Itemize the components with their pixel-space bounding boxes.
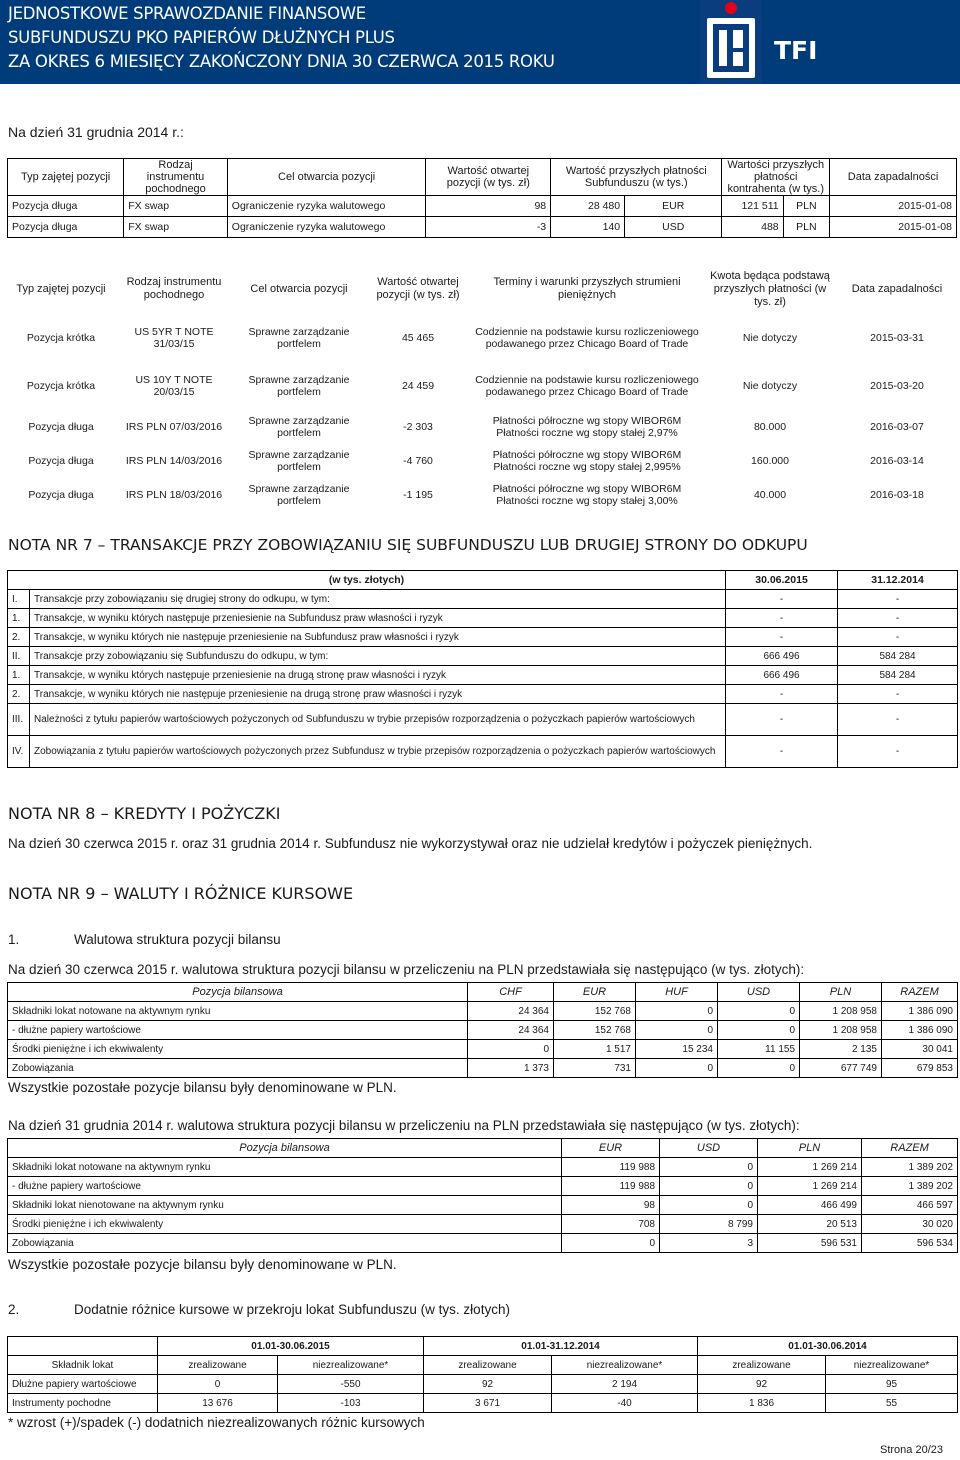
- header-cell: zrealizowane: [158, 1356, 278, 1375]
- cell: Pozycja długa: [28, 421, 94, 433]
- cell: USD: [625, 217, 722, 238]
- table-row: [8, 1040, 958, 1059]
- cell: -4 760: [403, 455, 433, 467]
- header-cell: zrealizowane: [424, 1356, 552, 1375]
- cell: 1 208 958: [800, 1021, 882, 1040]
- cell: 119 988: [562, 1177, 660, 1196]
- cell: 80.000: [753, 421, 787, 433]
- table-row: [8, 1002, 958, 1021]
- cell: 0: [718, 1059, 800, 1078]
- swap-table: [7, 158, 957, 238]
- period-header: 01.01-30.06.2015: [158, 1337, 424, 1356]
- cell: -: [726, 736, 838, 768]
- cell: -: [838, 628, 958, 647]
- cell: 3: [660, 1234, 758, 1253]
- cell: 2.: [8, 628, 30, 647]
- header-cell: niezrealizowane*: [278, 1356, 424, 1375]
- cell: -: [838, 590, 958, 609]
- cell: 2016-03-18: [870, 489, 924, 501]
- cell: 0: [660, 1177, 758, 1196]
- cell: 121 511: [722, 196, 783, 217]
- header-cell: CHF: [468, 983, 554, 1002]
- cell: 2016-03-14: [870, 455, 924, 467]
- cell: 11 155: [718, 1040, 800, 1059]
- table-row: [7, 314, 957, 362]
- cell: Sprawne zarządzanie portfelem: [248, 449, 350, 473]
- cell: Płatności półroczne wg stopy WIBOR6M Płatności roczne wg stopy stałej 2,97%: [492, 415, 682, 439]
- cell: 0: [468, 1040, 554, 1059]
- cell: Nie dotyczy: [742, 332, 798, 344]
- cell: 2015-01-08: [830, 217, 957, 238]
- note9-title: NOTA NR 9 – WALUTY I RÓŻNICE KURSOWE: [8, 884, 354, 903]
- cell: 2.: [8, 685, 30, 704]
- cell: 13 676: [158, 1394, 278, 1413]
- cell: 2015-01-08: [830, 196, 957, 217]
- header-cell: Kwota będąca podstawą przyszłych płatności (w tys. zł): [710, 269, 830, 308]
- cell: 0: [636, 1002, 718, 1021]
- cell: Pozycja długa: [28, 455, 94, 467]
- cell: 1 389 202: [862, 1158, 958, 1177]
- cell: Środki pieniężne i ich ekwiwalenty: [8, 1215, 562, 1234]
- pko-logo-icon: [700, 0, 762, 84]
- header-cell: PLN: [758, 1139, 862, 1158]
- table-row: [8, 1158, 958, 1177]
- header-cell: Wartość otwartej pozycji (w tys. zł): [376, 276, 460, 301]
- cell: 0: [636, 1059, 718, 1078]
- header-cell: Rodzaj instrumentu pochodnego: [126, 276, 222, 301]
- cell: Codziennie na podstawie kursu rozliczeniowego podawanego przez Chicago Board of Trade: [475, 374, 699, 398]
- cell: 152 768: [554, 1002, 636, 1021]
- header-title-line1: JEDNOSTKOWE SPRAWOZDANIE FINANSOWE: [8, 4, 366, 23]
- derivatives-table: [7, 264, 957, 512]
- cell: 95: [826, 1375, 958, 1394]
- cell: Zobowiązania: [8, 1059, 468, 1078]
- cell: II.: [8, 647, 30, 666]
- cell: 1 386 090: [882, 1021, 958, 1040]
- cell: Ograniczenie ryzyka walutowego: [227, 217, 426, 238]
- page-header: [0, 0, 960, 84]
- header-cell: RAZEM: [882, 983, 958, 1002]
- header-cell: Typ zajętej pozycji: [8, 159, 124, 196]
- cell: 0: [660, 1196, 758, 1215]
- cell: 2 194: [552, 1375, 698, 1394]
- header-cell: Wartość przyszłych płatności Subfunduszu (w tys.): [551, 159, 722, 196]
- cell: 92: [424, 1375, 552, 1394]
- footnote-2014: Wszystkie pozostałe pozycje bilansu były denominowane w PLN.: [8, 1257, 397, 1272]
- fx-structure-2015-table: [7, 982, 958, 1078]
- cell: 55: [826, 1394, 958, 1413]
- footnote-2015: Wszystkie pozostałe pozycje bilansu były denominowane w PLN.: [8, 1080, 397, 1095]
- cell: 20 513: [758, 1215, 862, 1234]
- table-row: [8, 1021, 958, 1040]
- cell: -2 303: [403, 421, 433, 433]
- header-cell: RAZEM: [862, 1139, 958, 1158]
- cell: -: [726, 590, 838, 609]
- cell: 466 597: [862, 1196, 958, 1215]
- table-row: [8, 1059, 958, 1078]
- fx-footnote: * wzrost (+)/spadek (-) dodatnich niezrealizowanych różnic kursowych: [8, 1415, 425, 1430]
- cell: -1 195: [403, 489, 433, 501]
- cell: Ograniczenie ryzyka walutowego: [227, 196, 426, 217]
- cell: 8 799: [660, 1215, 758, 1234]
- table-row: [8, 1234, 958, 1253]
- header-cell: Pozycja bilansowa: [8, 1139, 562, 1158]
- cell: 152 768: [554, 1021, 636, 1040]
- cell: Składniki lokat notowane na aktywnym rynku: [8, 1158, 562, 1177]
- cell: Dłużne papiery wartościowe: [8, 1375, 158, 1394]
- cell: 1 208 958: [800, 1002, 882, 1021]
- cell: Zobowiązania z tytułu papierów wartościowych pożyczonych przez Subfundusz w trybie przepisów rozporządzenia o pożyczkach papierów wartościowych: [30, 736, 726, 768]
- header-cell: 31.12.2014: [838, 571, 958, 590]
- cell: 2016-03-07: [870, 421, 924, 433]
- section-number: 2.: [8, 1302, 20, 1317]
- header-cell: Wartości przyszłych płatności kontrahenta (w tys.): [722, 159, 830, 196]
- table-row: [7, 410, 957, 444]
- cell: 1 373: [468, 1059, 554, 1078]
- cell: 0: [718, 1002, 800, 1021]
- cell: Codziennie na podstawie kursu rozliczeniowego podawanego przez Chicago Board of Trade: [475, 326, 699, 350]
- intro-text-2015: Na dzień 30 czerwca 2015 r. walutowa struktura pozycji bilansu w przeliczeniu na PLN przedstawiała się następująco (w tys. złotych):: [8, 962, 805, 977]
- cell: 1.: [8, 609, 30, 628]
- cell: 1.: [8, 666, 30, 685]
- cell: Transakcje, w wyniku których nie następuje przeniesienie na drugą stronę praw własności i ryzyk: [30, 685, 726, 704]
- header-cell: Składnik lokat: [8, 1356, 158, 1375]
- table-row: [8, 1177, 958, 1196]
- cell: 40.000: [753, 489, 787, 501]
- cell: EUR: [625, 196, 722, 217]
- cell: 0: [562, 1234, 660, 1253]
- header-cell: EUR: [562, 1139, 660, 1158]
- header-cell: EUR: [554, 983, 636, 1002]
- brand-label: TFI: [774, 36, 818, 65]
- header-cell: niezrealizowane*: [826, 1356, 958, 1375]
- cell: FX swap: [124, 196, 228, 217]
- header-cell: 30.06.2015: [726, 571, 838, 590]
- cell: Środki pieniężne i ich ekwiwalenty: [8, 1040, 468, 1059]
- cell: Pozycja krótka: [26, 332, 96, 344]
- cell: 1 269 214: [758, 1177, 862, 1196]
- cell: 1 836: [698, 1394, 826, 1413]
- table-header: [8, 1139, 958, 1158]
- table-row: [8, 1375, 958, 1394]
- header-title-line3: ZA OKRES 6 MIESIĘCY ZAKOŃCZONY DNIA 30 CZERWCA 2015 ROKU: [8, 52, 555, 71]
- cell: 2 135: [800, 1040, 882, 1059]
- table-subheader: [8, 1356, 958, 1375]
- cell: Instrumenty pochodne: [8, 1394, 158, 1413]
- cell: 1 389 202: [862, 1177, 958, 1196]
- cell: 584 284: [838, 666, 958, 685]
- table-row: [8, 647, 958, 666]
- table-row: [8, 685, 958, 704]
- cell: -3: [426, 217, 551, 238]
- swap-table-header: [8, 159, 957, 196]
- derivatives-table-header: [7, 264, 957, 314]
- cell: IRS PLN 18/03/2016: [125, 489, 223, 501]
- table-row: [8, 736, 958, 768]
- cell: -550: [278, 1375, 424, 1394]
- header-cell: Cel otwarcia pozycji: [227, 159, 426, 196]
- page-number: Strona 20/23: [880, 1444, 943, 1456]
- cell: US 5YR T NOTE 31/03/15: [134, 326, 214, 350]
- header-cell: Typ zajętej pozycji: [16, 282, 106, 295]
- table-row: [8, 1394, 958, 1413]
- cell: 0: [636, 1021, 718, 1040]
- cell: 584 284: [838, 647, 958, 666]
- cell: Sprawne zarządzanie portfelem: [248, 415, 350, 439]
- table-row: [8, 217, 957, 238]
- section-heading: Dodatnie różnice kursowe w przekroju lokat Subfunduszu (w tys. złotych): [74, 1302, 510, 1317]
- fx-structure-2014-table: [7, 1138, 958, 1253]
- cell: 98: [426, 196, 551, 217]
- table-row: [8, 1215, 958, 1234]
- cell: 1 269 214: [758, 1158, 862, 1177]
- cell: 15 234: [636, 1040, 718, 1059]
- cell: -: [838, 704, 958, 736]
- cell: IRS PLN 14/03/2016: [125, 455, 223, 467]
- cell: 45 465: [401, 332, 435, 344]
- table-row: [8, 609, 958, 628]
- cell: Transakcje, w wyniku których następuje przeniesienie na drugą stronę praw własności i ryzyk: [30, 666, 726, 685]
- table-row: [8, 666, 958, 685]
- header-cell: (w tys. złotych): [8, 571, 726, 590]
- table-header: [8, 1337, 958, 1356]
- cell: Transakcje, w wyniku których nie następuje przeniesienie na Subfundusz praw własności i ryzyk: [30, 628, 726, 647]
- cell: 466 499: [758, 1196, 862, 1215]
- period-header: 01.01-31.12.2014: [424, 1337, 698, 1356]
- cell: 119 988: [562, 1158, 660, 1177]
- cell: Należności z tytułu papierów wartościowych pożyczonych od Subfunduszu w trybie przepisów rozporządzenia o pożyczkach papierów wartościowych: [30, 704, 726, 736]
- cell: 1 517: [554, 1040, 636, 1059]
- cell: US 10Y T NOTE 20/03/15: [135, 374, 213, 398]
- cell: -: [726, 628, 838, 647]
- cell: Transakcje, w wyniku których następuje przeniesienie na Subfundusz praw własności i ryzyk: [30, 609, 726, 628]
- cell: 666 496: [726, 666, 838, 685]
- cell: Sprawne zarządzanie portfelem: [248, 374, 350, 398]
- cell: PLN: [783, 196, 829, 217]
- section-heading: Walutowa struktura pozycji bilansu: [74, 932, 281, 947]
- cell: Płatności półroczne wg stopy WIBOR6M Płatności roczne wg stopy stałej 2,995%: [492, 449, 682, 473]
- cell: 28 480: [551, 196, 625, 217]
- cell: 24 364: [468, 1002, 554, 1021]
- cell: Pozycja długa: [8, 196, 124, 217]
- header-cell: USD: [718, 983, 800, 1002]
- date-label: Na dzień 31 grudnia 2014 r.:: [8, 124, 184, 140]
- cell: Płatności półroczne wg stopy WIBOR6M Płatności roczne wg stopy stałej 3,00%: [492, 483, 682, 507]
- cell: Składniki lokat notowane na aktywnym rynku: [8, 1002, 468, 1021]
- header-cell: USD: [660, 1139, 758, 1158]
- cell: Nie dotyczy: [742, 380, 798, 392]
- intro-text-2014: Na dzień 31 grudnia 2014 r. walutowa struktura pozycji bilansu w przeliczeniu na PLN przedstawiała się następująco (w tys. złotych):: [8, 1118, 800, 1133]
- table-row: [7, 362, 957, 410]
- cell: Pozycja krótka: [26, 380, 96, 392]
- cell: -: [838, 609, 958, 628]
- cell: Zobowiązania: [8, 1234, 562, 1253]
- table-row: [8, 1196, 958, 1215]
- cell: 677 749: [800, 1059, 882, 1078]
- cell: - dłużne papiery wartościowe: [8, 1021, 468, 1040]
- header-cell: [8, 1337, 158, 1356]
- cell: 596 534: [862, 1234, 958, 1253]
- cell: IRS PLN 07/03/2016: [125, 421, 223, 433]
- cell: 24 364: [468, 1021, 554, 1040]
- note7-header: [8, 571, 958, 590]
- cell: 1 386 090: [882, 1002, 958, 1021]
- header-cell: Cel otwarcia pozycji: [250, 282, 348, 295]
- cell: 140: [551, 217, 625, 238]
- table-row: [7, 444, 957, 478]
- header-cell: PLN: [800, 983, 882, 1002]
- cell: 666 496: [726, 647, 838, 666]
- cell: 2015-03-31: [870, 332, 924, 344]
- fx-differences-table: [7, 1336, 958, 1413]
- note7-title: NOTA NR 7 – TRANSAKCJE PRZY ZOBOWIĄZANIU SIĘ SUBFUNDUSZU LUB DRUGIEJ STRONY DO ODKUPU: [8, 536, 808, 554]
- cell: 596 531: [758, 1234, 862, 1253]
- cell: 679 853: [882, 1059, 958, 1078]
- cell: IV.: [8, 736, 30, 768]
- cell: Sprawne zarządzanie portfelem: [248, 483, 350, 507]
- cell: PLN: [783, 217, 829, 238]
- cell: 160.000: [751, 455, 789, 467]
- cell: 30 020: [862, 1215, 958, 1234]
- cell: Transakcje przy zobowiązaniu się Subfunduszu do odkupu, w tym:: [30, 647, 726, 666]
- table-header: [8, 983, 958, 1002]
- table-row: [8, 590, 958, 609]
- cell: -103: [278, 1394, 424, 1413]
- header-cell: zrealizowane: [698, 1356, 826, 1375]
- note7-table: [7, 570, 958, 768]
- header-cell: Terminy i warunki przyszłych strumieni pieniężnych: [493, 276, 681, 301]
- cell: 708: [562, 1215, 660, 1234]
- cell: -: [838, 685, 958, 704]
- table-row: [8, 704, 958, 736]
- cell: -: [726, 609, 838, 628]
- cell: Transakcje przy zobowiązaniu się drugiej strony do odkupu, w tym:: [30, 590, 726, 609]
- header-cell: niezrealizowane*: [552, 1356, 698, 1375]
- period-header: 01.01-30.06.2014: [698, 1337, 958, 1356]
- note8-text: Na dzień 30 czerwca 2015 r. oraz 31 grudnia 2014 r. Subfundusz nie wykorzystywał oraz nie udzielał kredytów i pożyczek pieniężnych.: [8, 836, 813, 851]
- cell: 98: [562, 1196, 660, 1215]
- cell: 731: [554, 1059, 636, 1078]
- cell: Pozycja długa: [8, 217, 124, 238]
- header-cell: Data zapadalności: [830, 159, 957, 196]
- cell: 0: [660, 1158, 758, 1177]
- header-cell: Wartość otwartej pozycji (w tys. zł): [426, 159, 551, 196]
- header-cell: Rodzaj instrumentu pochodnego: [124, 159, 228, 196]
- table-row: [7, 478, 957, 512]
- header-cell: Data zapadalności: [851, 282, 943, 295]
- cell: III.: [8, 704, 30, 736]
- cell: -40: [552, 1394, 698, 1413]
- section-number: 1.: [8, 932, 20, 947]
- table-row: [8, 196, 957, 217]
- cell: 30 041: [882, 1040, 958, 1059]
- cell: 3 671: [424, 1394, 552, 1413]
- header-title-line2: SUBFUNDUSZU PKO PAPIERÓW DŁUŻNYCH PLUS: [8, 28, 395, 47]
- cell: - dłużne papiery wartościowe: [8, 1177, 562, 1196]
- header-cell: HUF: [636, 983, 718, 1002]
- cell: Składniki lokat nienotowane na aktywnym rynku: [8, 1196, 562, 1215]
- cell: 488: [722, 217, 783, 238]
- cell: -: [726, 704, 838, 736]
- cell: 0: [718, 1021, 800, 1040]
- cell: I.: [8, 590, 30, 609]
- cell: 24 459: [401, 380, 435, 392]
- cell: 2015-03-20: [870, 380, 924, 392]
- cell: -: [838, 736, 958, 768]
- cell: FX swap: [124, 217, 228, 238]
- cell: -: [726, 685, 838, 704]
- note8-title: NOTA NR 8 – KREDYTY I POŻYCZKI: [8, 804, 281, 823]
- cell: Pozycja długa: [28, 489, 94, 501]
- cell: 0: [158, 1375, 278, 1394]
- cell: 92: [698, 1375, 826, 1394]
- table-row: [8, 628, 958, 647]
- header-cell: Pozycja bilansowa: [8, 983, 468, 1002]
- cell: Sprawne zarządzanie portfelem: [248, 326, 350, 350]
